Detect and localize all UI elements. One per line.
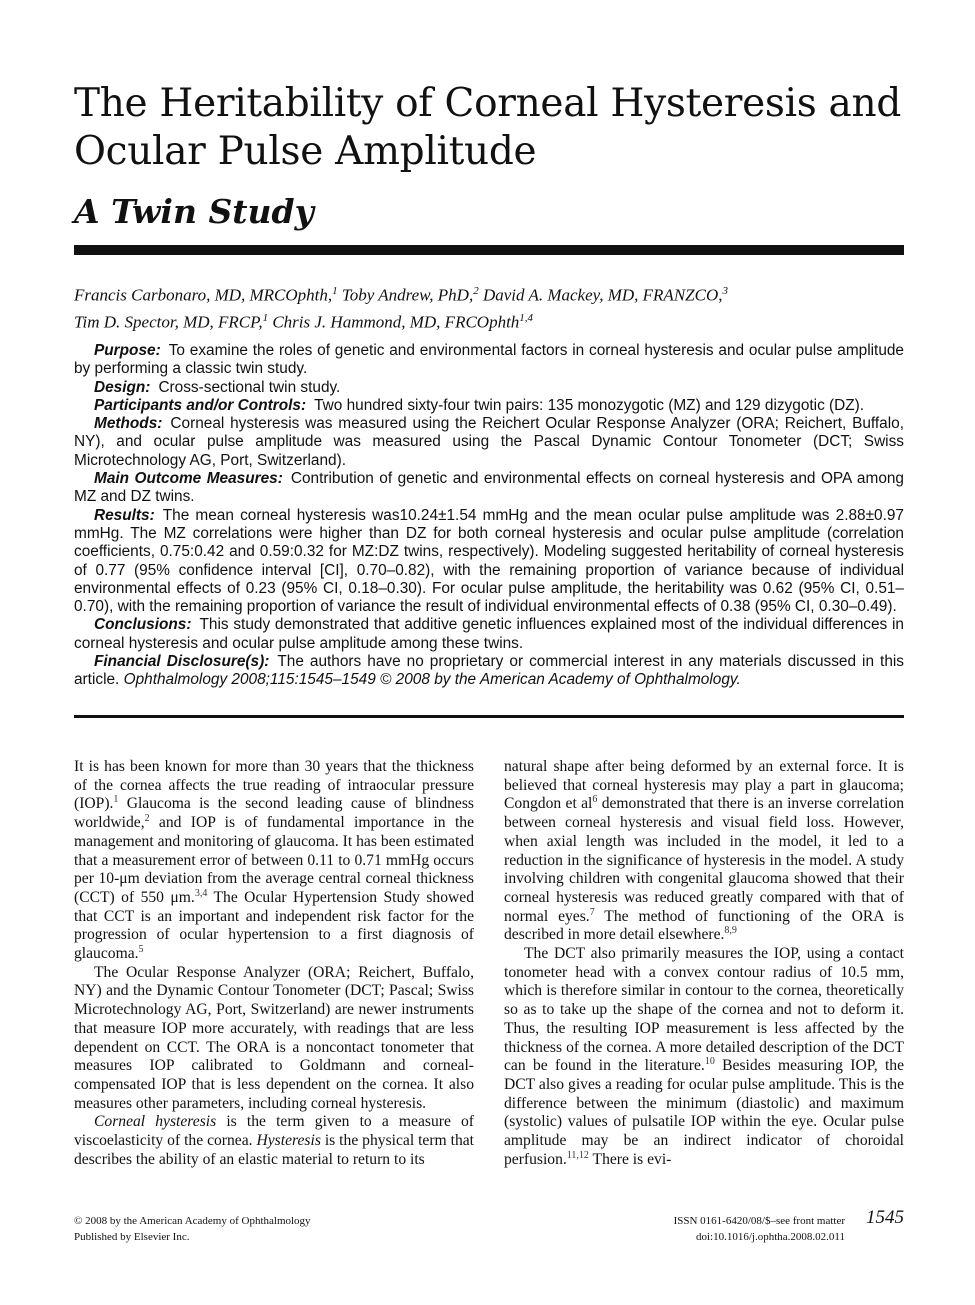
reference-marker[interactable]: 6 — [592, 794, 598, 806]
article-title: The Heritability of Corneal Hysteresis and Ocular Pulse Amplitude — [74, 81, 901, 174]
author-affiliation: 2 — [473, 285, 479, 297]
abstract-label: Purpose: — [94, 342, 161, 359]
body-paragraph — [504, 758, 904, 945]
abstract-text: Cross-sectional twin study. — [158, 378, 341, 396]
doi-line: doi:10.1016/j.ophtha.2008.02.011 — [695, 1231, 845, 1243]
abstract — [74, 342, 904, 690]
body-text: There is evi- — [588, 1150, 672, 1168]
body-text: The Ocular Hypertension Study showed that CCT is an important and independent risk factor for the progression of ocular hypertension to a first diagnosis of glaucoma. — [74, 888, 474, 963]
author-affiliation: 1 — [262, 311, 269, 324]
abstract-label: Design: — [94, 378, 151, 396]
author-name: Chris J. Hammond, MD, FRCOphth — [268, 312, 520, 332]
body-text: Glaucoma is the second leading cause of blindness worldwide, — [74, 795, 474, 832]
reference-marker[interactable]: 10 — [704, 1056, 715, 1068]
abstract-label: Methods: — [94, 415, 163, 433]
publisher-line: Published by Elsevier Inc. — [74, 1231, 190, 1243]
author-name: Tim D. Spector, MD, FRCP, — [74, 312, 263, 332]
title-divider — [74, 245, 904, 255]
body-text: and IOP is of fundamental importance in the management and monitoring of glaucoma. It has been estimated that a measurement error of between 0.11 to 0.71 mmHg occurs per 10-μm deviation from the average central corneal thickness (CCT) of 550 μm. — [74, 814, 474, 906]
reference-marker[interactable]: 11,12 — [566, 1149, 589, 1161]
author-affiliation: 3 — [722, 285, 728, 297]
author-name: Toby Andrew, PhD, — [337, 285, 474, 305]
article-subtitle: A Twin Study — [74, 192, 314, 231]
abstract-label: Financial Disclosure(s): — [94, 653, 270, 671]
abstract-disclosure — [74, 653, 904, 690]
reference-marker[interactable]: 5 — [138, 943, 144, 955]
body-paragraph — [74, 1113, 474, 1169]
abstract-text: Contribution of genetic and environmental effects on corneal hysteresis and OPA among MZ and DZ twins. — [74, 470, 904, 506]
reference-marker[interactable]: 1 — [113, 794, 119, 806]
abstract-outcome — [74, 470, 904, 507]
footer-copyright — [74, 1213, 311, 1245]
abstract-design — [74, 379, 904, 397]
body-text: The DCT also primarily measures the IOP, using a contact tonometer head with a convex contour radius of 10.5 mm, which is therefore similar in contour to the cornea, theoretically so as to take up the shape of the cornea and not to deform it. Thus, the resulting IOP measurement is less affected by the thickness of the cornea. A more detailed description of the DCT can be found in the literature. — [504, 945, 904, 1075]
reference-marker[interactable]: 7 — [589, 906, 595, 918]
abstract-participants — [74, 397, 904, 415]
body-paragraph — [74, 758, 474, 964]
issn-line: ISSN 0161-6420/08/$–see front matter — [673, 1215, 845, 1227]
footer-identifiers — [674, 1213, 845, 1245]
reference-marker[interactable]: 8,9 — [724, 925, 737, 937]
body-text: The method of functioning of the ORA is described in more detail elsewhere. — [504, 907, 904, 944]
abstract-label: Results: — [94, 506, 155, 524]
author-name: Francis Carbonaro, MD, MRCOphth, — [74, 285, 333, 305]
abstract-text: Corneal hysteresis was measured using the Reichert Ocular Response Analyzer (ORA; Reichert, Buffalo, NY), and ocular pulse amplitude was measured using the Pascal Dynamic Contour Tonometer (DCT; Swiss Microtechnology AG, Port, Switzerland). — [74, 415, 904, 469]
author-affiliation: 1 — [332, 285, 338, 297]
body-text: It is has been known for more than 30 years that the thickness of the cornea affects the true reading of intraocular pressure (IOP). — [74, 758, 474, 813]
body-column-left — [74, 758, 474, 1169]
abstract-label: Conclusions: — [94, 616, 192, 634]
reference-marker[interactable]: 2 — [144, 812, 150, 824]
abstract-text: Two hundred sixty-four twin pairs: 135 monozygotic (MZ) and 129 dizygotic (DZ). — [314, 396, 865, 414]
body-emphasis: Corneal hysteresis — [94, 1113, 217, 1131]
abstract-methods — [74, 415, 904, 470]
body-text: is the physical term that describes the ability of an elastic material to return to its — [74, 1132, 475, 1168]
body-column-right — [504, 758, 904, 1169]
body-paragraph: The Ocular Response Analyzer (ORA; Reichert, Buffalo, NY) and the Dynamic Contour Tonometer (DCT; Pascal; Swiss Microtechnology AG, Port, Switzerland) are newer instruments that measure IOP more accurately, with readings that are less dependent on CCT. The ORA is a noncontact tonometer that measures IOP calibrated to Goldmann and corneal-compensated IOP that is less dependent on the cornea. It also measures other parameters, including corneal hysteresis. — [74, 963, 474, 1112]
author-affiliation: 1,4 — [519, 311, 534, 324]
journal-citation: Ophthalmology 2008;115:1545–1549 © 2008 by the American Academy of Ophthalmology. — [123, 671, 741, 689]
body-emphasis: Hysteresis — [256, 1132, 321, 1150]
page-number: 1545 — [866, 1207, 904, 1228]
abstract-purpose — [74, 342, 904, 379]
abstract-text: To examine the roles of genetic and environmental factors in corneal hysteresis and ocular pulse amplitude by performing a classic twin study. — [74, 342, 904, 378]
reference-marker[interactable]: 3,4 — [194, 887, 208, 899]
abstract-label: Main Outcome Measures: — [94, 470, 283, 488]
abstract-conclusions — [74, 616, 904, 653]
copyright-line: © 2008 by the American Academy of Ophthalmology — [74, 1215, 311, 1227]
body-text: is the term given to a measure of viscoelasticity of the cornea. — [74, 1113, 474, 1150]
abstract-results — [74, 507, 904, 617]
abstract-text: The mean corneal hysteresis was10.24±1.54 mmHg and the mean ocular pulse amplitude was 2.88±0.97 mmHg. The MZ correlations were higher than DZ for both corneal hysteresis and ocular pulse amplitude (correlation coefficients, 0.75:0.42 and 0.59:0.32 for MZ:DZ twins, respectively). Modeling suggested heritability of corneal hysteresis of 0.77 (95% confidence interval [CI], 0.70–0.82), with the remaining proportion of variance because of individual environmental effects of 0.23 (95% CI, 0.18–0.30). For ocular pulse amplitude, the heritability was 0.62 (95% CI, 0.51–0.70), with the remaining proportion of variance the result of individual environmental effects of 0.38 (95% CI, 0.30–0.49). — [74, 506, 904, 616]
author-list — [74, 280, 904, 333]
author-line-2 — [74, 307, 904, 334]
abstract-divider — [74, 715, 904, 718]
author-line-1 — [74, 280, 904, 307]
abstract-label: Participants and/or Controls: — [94, 396, 307, 414]
author-name: David A. Mackey, MD, FRANZCO, — [478, 285, 723, 305]
abstract-text: The authors have no proprietary or commercial interest in any materials discussed in this article. — [74, 653, 904, 689]
abstract-text: This study demonstrated that additive genetic influences explained most of the individual differences in corneal hysteresis and ocular pulse amplitude among these twins. — [74, 616, 904, 652]
body-paragraph — [504, 945, 904, 1169]
body-text: natural shape after being deformed by an external force. It is believed that corneal hysteresis may play a part in glaucoma; Congdon et al — [504, 758, 904, 813]
body-text: Besides measuring IOP, the DCT also gives a reading for ocular pulse amplitude. This is the difference between the minimum (diastolic) and maximum (systolic) values of pulsatile IOP within the eye. Ocular pulse amplitude may be an indirect indicator of choroidal perfusion. — [504, 1057, 904, 1168]
body-text: demonstrated that there is an inverse correlation between corneal hysteresis and visual field loss. However, when axial length was included in the model, it led to a reduction in the significance of hysteresis in the model. A study involving children with congenital glaucoma showed that their corneal hysteresis was reduced greatly compared with that of normal eyes. — [504, 795, 904, 925]
